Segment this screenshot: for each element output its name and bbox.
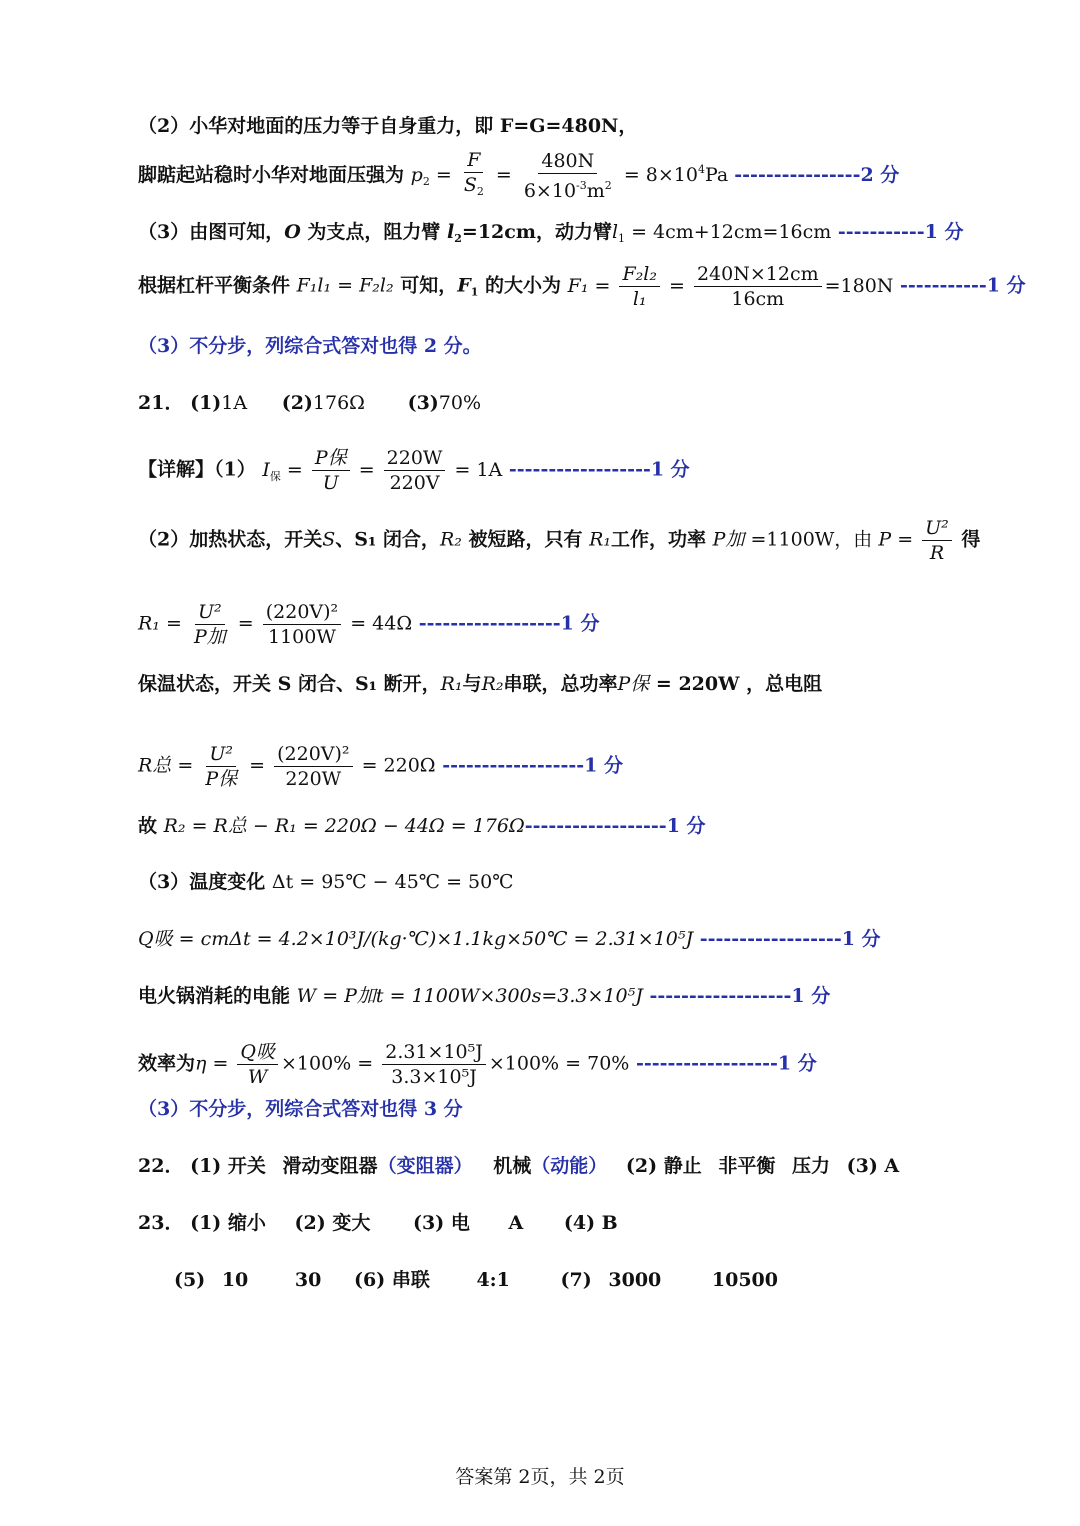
var-R1: R₁ [440, 673, 463, 695]
text: 根据杠杆平衡条件 [138, 274, 297, 297]
unit: m [586, 180, 605, 202]
line-temp-change [138, 870, 514, 894]
text: 保温状态，开关 S 闭合、S₁ 断开， [138, 673, 441, 695]
answer: 缩小 [227, 1212, 266, 1234]
denominator: 1100W [268, 626, 336, 648]
equation: Q吸 = cmΔt = 4.2×10³J/(kg·℃)×1.1kg×50℃ = 2.31×10⁵J [138, 928, 694, 950]
score: ------------------1 分 [693, 928, 881, 950]
denominator: 220V [389, 472, 440, 494]
numerator: F [464, 148, 483, 173]
text: 为支点，阻力臂 [300, 221, 448, 243]
part: (1) [190, 1155, 222, 1177]
part: (2) [281, 392, 313, 414]
part: (2) [625, 1155, 658, 1177]
score: ----------------2 分 [734, 164, 900, 186]
fraction [237, 1040, 278, 1089]
answer: 176Ω [312, 392, 365, 414]
part: (1) [190, 1212, 222, 1234]
part: (5) [174, 1269, 206, 1291]
numerator: U² [922, 516, 952, 541]
denominator: W [247, 1066, 268, 1088]
question-number: 23． [138, 1212, 184, 1234]
answer: 4:1 [476, 1269, 510, 1291]
line-pressure-calc: 脚踮起站稳时小华对地面压强为 $p_2$ = $\frac{F}{S_2}$ = $\frac{480N}{6\times 10^{-3}m^2}$ = $8\times 10^4Pa$ ----------------2 分 [138, 149, 900, 202]
denominator: l₁ [632, 288, 647, 310]
text: = 220W ，总电阻 [649, 673, 823, 695]
denominator: 6×10 [523, 180, 577, 202]
q23-answers [138, 1211, 618, 1235]
part-answer: (4) B [563, 1212, 618, 1234]
text: 与 [462, 673, 482, 695]
numerator: 220W [384, 446, 446, 471]
part-answer: (3) A [846, 1155, 900, 1177]
page-footer: 答案第 2页，共 2页 [455, 1466, 625, 1488]
question-number: 22． [138, 1155, 184, 1177]
fraction [274, 742, 352, 791]
line-efficiency [138, 1040, 817, 1089]
lhs: R总 [138, 754, 172, 777]
line-heating-state [138, 516, 980, 565]
answer: 3000 [608, 1269, 662, 1291]
result: = 1A [448, 458, 503, 481]
text: 【详解】（1） [138, 458, 256, 481]
fraction [202, 742, 240, 791]
line-lever-balance: 根据杠杆平衡条件 F₁l₁ = F₂l₂ 可知，$F_1$ 的大小为 F₁ = $\frac{\text{F₂l₂}}{\text{l₁}}$ = $\frac{240N\times 12cm}{16cm}$ =180N -----------1 分 [138, 263, 1026, 310]
denominator: P保 [205, 768, 238, 790]
text: 、S₁ 闭合， [335, 528, 440, 551]
answer-alt: （动能） [531, 1155, 608, 1177]
score: ------------------1 分 [435, 754, 623, 777]
answer: 10500 [711, 1269, 778, 1291]
text: ×100% = [280, 1052, 380, 1075]
note-no-steps-3 [138, 1097, 463, 1121]
text: 串联，总功率 [503, 673, 618, 695]
answer: 10 [221, 1269, 249, 1291]
answer: 串联 [391, 1269, 430, 1291]
text: 工作，功率 [611, 528, 713, 551]
numerator: Q吸 [237, 1040, 278, 1065]
result: = 44Ω [344, 612, 413, 635]
var-R1: R₁ [589, 528, 612, 551]
score: ------------------1 分 [524, 815, 706, 837]
sup: -3 [576, 179, 587, 192]
answer: 静止 [663, 1155, 702, 1177]
score: -----------1 分 [831, 221, 964, 243]
numerator: F₂l₂ [619, 262, 660, 287]
text: 的大小为 [478, 274, 568, 297]
eq: = [280, 458, 309, 481]
var-R2: R₂ [481, 673, 504, 695]
numerator: U² [195, 600, 225, 625]
line-r2-result [138, 814, 706, 838]
text: （3）温度变化 [138, 871, 272, 893]
text: （2）加热状态，开关 [138, 528, 323, 551]
sub: 1 [470, 285, 479, 299]
equation: F₁l₁ = F₂l₂ [296, 274, 394, 297]
var-l: l [447, 221, 455, 243]
answer: 电 [450, 1212, 470, 1234]
result: = 8×10 [617, 164, 698, 186]
fraction [191, 600, 229, 649]
sub: 1 [618, 232, 626, 245]
fraction [382, 1040, 486, 1089]
numerator: 480N [538, 149, 597, 174]
question-number: 21． [138, 392, 184, 414]
text: （3）由图可知， [138, 221, 285, 243]
part: (3) [407, 392, 439, 414]
answer: 变大 [332, 1212, 371, 1234]
unit: Pa [704, 164, 729, 186]
q23-answers-continued [174, 1268, 778, 1292]
var-P: P加 [712, 528, 745, 551]
text: 电火锅消耗的电能 [138, 985, 297, 1007]
answer: 开关 [227, 1155, 266, 1177]
text: 脚踮起站稳时小华对地面压强为 [138, 164, 405, 186]
equation: Δt = 95℃ − 45℃ = 50℃ [271, 871, 514, 893]
var-P: P保 [617, 673, 650, 695]
text: 故 [138, 815, 164, 837]
sub: 2 [422, 175, 430, 188]
eq: = [891, 528, 920, 551]
sup: 2 [604, 179, 612, 192]
text: =12cm，动力臂 [461, 221, 612, 243]
fraction [922, 516, 952, 565]
var-S: S [322, 528, 336, 551]
answer-alt: （变阻器） [377, 1155, 473, 1177]
score: ------------------1 分 [412, 612, 600, 635]
text: 被短路，只有 [461, 528, 590, 551]
denominator: U [322, 472, 339, 494]
sup: 4 [697, 163, 705, 176]
fraction [619, 262, 660, 311]
text: =1100W，由 [744, 528, 879, 551]
var-R2: R₂ [439, 528, 462, 551]
var-F: F [457, 274, 471, 297]
denominator: 16cm [731, 288, 785, 310]
var-I: I [262, 458, 270, 481]
text: （3）不分步，列综合式答对也得 2 分。 [138, 335, 482, 357]
var-l: l [611, 221, 619, 243]
fraction [263, 600, 341, 649]
answer: 1A [221, 392, 248, 414]
equation: R₂ = R总 − R₁ = 220Ω − 44Ω = 176Ω [163, 815, 525, 837]
numerator: 2.31×10⁵J [382, 1040, 486, 1065]
line-rtotal-calc: R总 = $\frac{\text{U²}}{\text{P保}}$ = $\frac{\text{(220V)²}}{220W}$ = 220Ω ------------------1 分 [138, 743, 623, 790]
answer: 30 [294, 1269, 322, 1291]
text: （2）小华对地面的压力等于自身重力，即 F=G=480N， [138, 115, 638, 137]
numerator: P保 [312, 446, 350, 471]
text: （3）不分步，列综合式答对也得 3 分 [138, 1098, 463, 1120]
fraction [312, 446, 350, 495]
text: ×100% = 70% [488, 1052, 630, 1075]
line-heat-absorbed [138, 927, 881, 951]
score: ------------------1 分 [502, 458, 690, 481]
answer: 非平衡 [718, 1155, 776, 1177]
denominator: S [463, 174, 477, 196]
line-2-pressure-equals-gravity [138, 114, 637, 138]
lhs: η = [195, 1052, 235, 1075]
numerator: 240N×12cm [694, 262, 822, 287]
text: 得 [954, 528, 981, 551]
score: ------------------1 分 [629, 1052, 817, 1075]
fraction [384, 446, 446, 495]
var-o: O [284, 221, 301, 243]
fraction [461, 148, 487, 204]
denominator: R [929, 542, 945, 564]
answer: 滑动变阻器 [282, 1155, 378, 1177]
numerator: (220V)² [274, 742, 352, 767]
lhs: R₁ [138, 612, 160, 635]
eq: = [159, 612, 188, 635]
note-no-steps [138, 334, 482, 358]
q22-answers [138, 1154, 899, 1178]
answer: 70% [438, 392, 482, 414]
sub: 保 [269, 469, 281, 483]
line-r1-calc: R₁ = $\frac{\text{U²}}{\text{P加}}$ = $\frac{\text{(220V)²}}{1100W}$ = 44Ω ------------------1 分 [138, 601, 600, 648]
eq: = [429, 164, 458, 186]
numerator: (220V)² [263, 600, 341, 625]
fraction [694, 262, 822, 311]
line-detail-current: 【详解】（1） $I_保$ = $\frac{\text{P保}}{U}$ = $\frac{220W}{220V}$ = 1A ------------------1 分 [138, 447, 690, 494]
answer: A [508, 1212, 524, 1234]
denominator: 3.3×10⁵J [391, 1066, 477, 1088]
text: 效率为 [138, 1052, 196, 1075]
fraction [521, 149, 615, 203]
part: (1) [190, 392, 222, 414]
sub: 2 [476, 185, 484, 198]
part: (3) [413, 1212, 445, 1234]
part: (2) [294, 1212, 326, 1234]
line-lever-arms [138, 220, 964, 251]
part: (7) [560, 1269, 592, 1291]
sub: 2 [454, 232, 462, 245]
text: 可知， [393, 274, 458, 297]
var-P: P [878, 528, 892, 551]
denominator: P加 [193, 626, 226, 648]
text: = 4cm+12cm=16cm [625, 221, 832, 243]
numerator: U² [206, 742, 236, 767]
answer: 压力 [791, 1155, 830, 1177]
result: =180N [824, 274, 894, 297]
score: -----------1 分 [893, 274, 1026, 297]
q21-answers [138, 391, 481, 415]
result: = 220Ω [355, 754, 436, 777]
answer: 机械 [493, 1155, 532, 1177]
lhs: F₁ = [567, 274, 617, 297]
line-warm-state [138, 672, 822, 696]
score: ------------------1 分 [642, 985, 831, 1007]
var-p: p [410, 164, 423, 186]
denominator: 220W [285, 768, 342, 790]
part: (6) [353, 1269, 386, 1291]
line-electric-energy [138, 984, 830, 1008]
eq: = [171, 754, 200, 777]
equation: W = P加t = 1100W×300s=3.3×10⁵J [296, 985, 643, 1007]
